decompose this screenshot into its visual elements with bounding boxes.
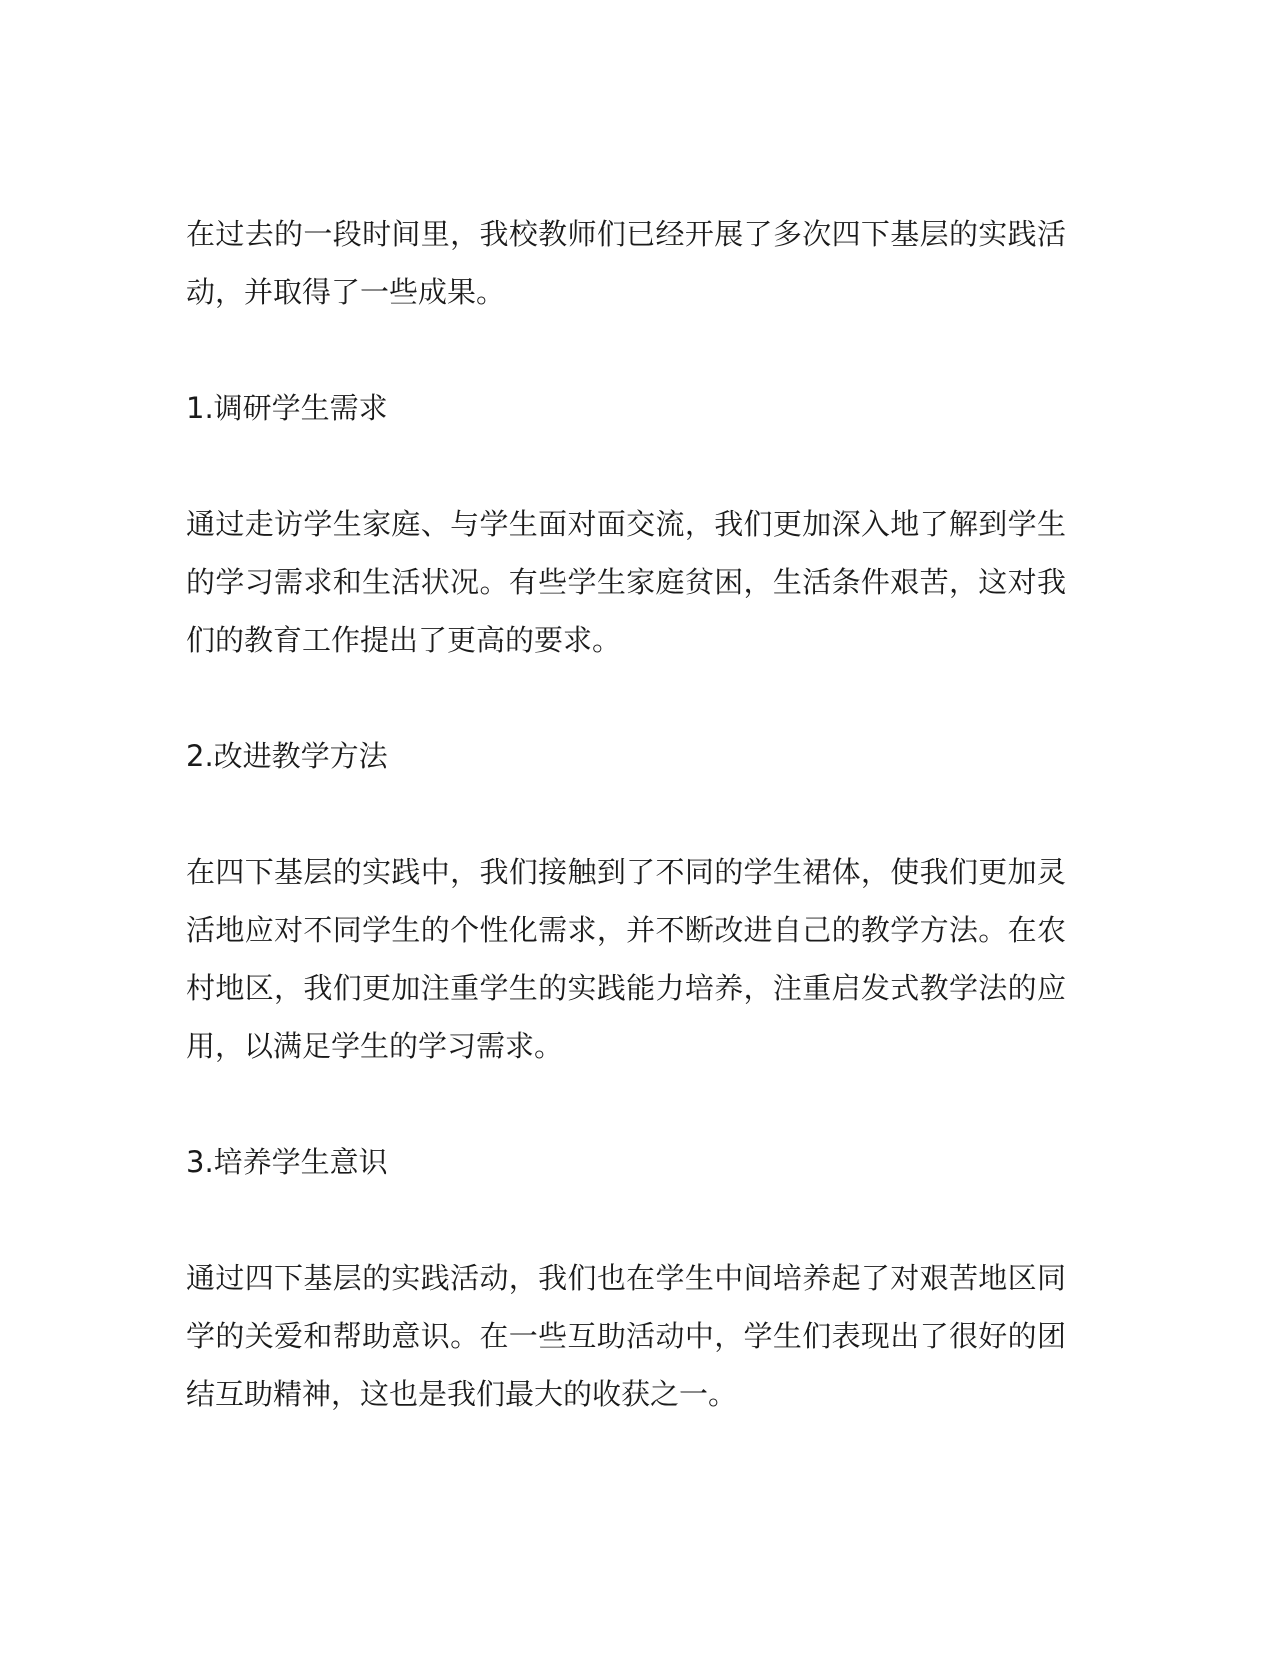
spacer	[186, 437, 1066, 495]
section-2-heading: 2.改进教学方法	[186, 739, 388, 773]
section-1-heading: 1.调研学生需求	[186, 391, 388, 425]
spacer	[186, 1191, 1066, 1249]
intro-paragraph: 在过去的一段时间里，我校教师们已经开展了多次四下基层的实践活动，并取得了一些成果。	[186, 217, 1066, 309]
spacer	[186, 1075, 1066, 1133]
section-1-paragraph: 通过走访学生家庭、与学生面对面交流，我们更加深入地了解到学生的学习需求和生活状况。有些学生家庭贫困，生活条件艰苦，这对我们的教育工作提出了更高的要求。	[186, 507, 1066, 657]
spacer	[186, 321, 1066, 379]
section-3-paragraph: 通过四下基层的实践活动，我们也在学生中间培养起了对艰苦地区同学的关爱和帮助意识。在一些互助活动中，学生们表现出了很好的团结互助精神，这也是我们最大的收获之一。	[186, 1261, 1066, 1411]
spacer	[186, 785, 1066, 843]
section-2-paragraph: 在四下基层的实践中，我们接触到了不同的学生裙体，使我们更加灵活地应对不同学生的个性化需求，并不断改进自己的教学方法。在农村地区，我们更加注重学生的实践能力培养，注重启发式教学法的应用，以满足学生的学习需求。	[186, 855, 1066, 1063]
spacer	[186, 669, 1066, 727]
section-3-heading: 3.培养学生意识	[186, 1145, 388, 1179]
document-body	[186, 205, 1066, 1423]
